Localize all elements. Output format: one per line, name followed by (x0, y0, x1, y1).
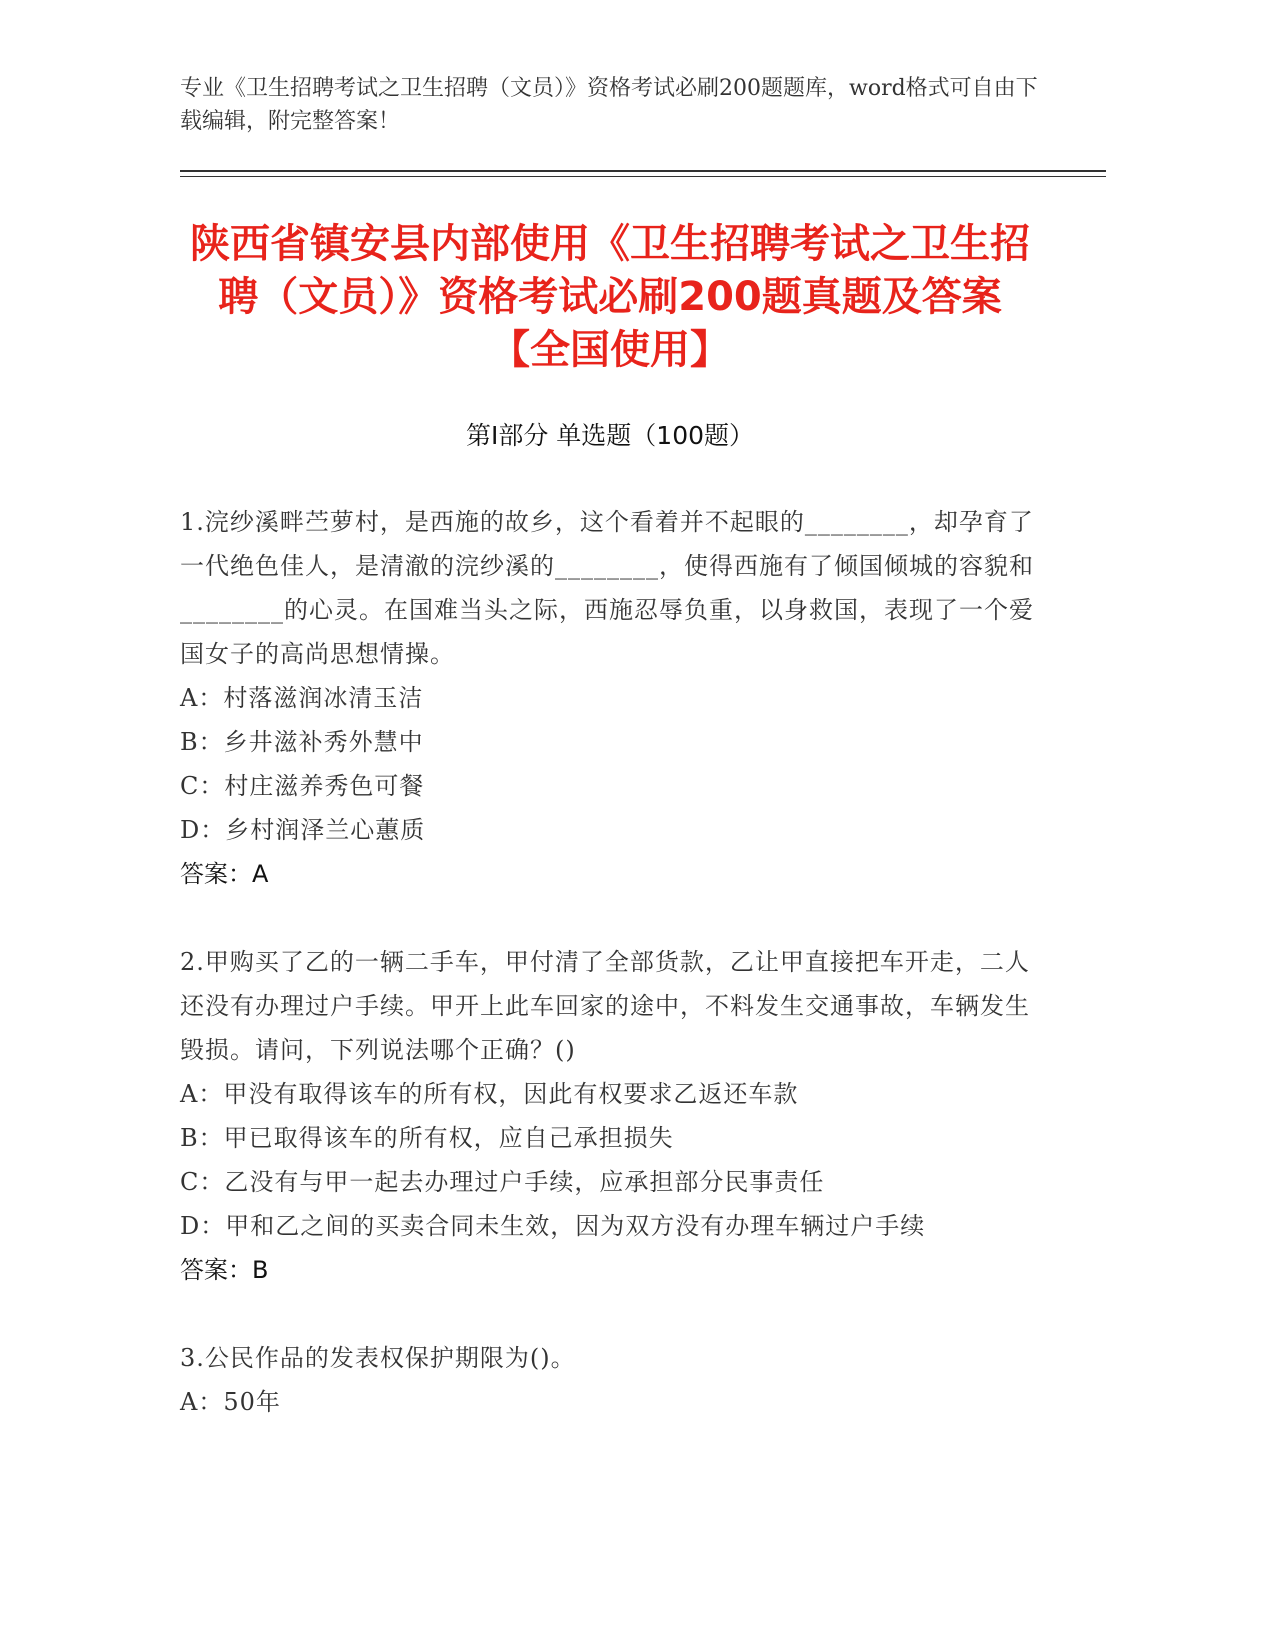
option-c: C：村庄滋养秀色可餐 (180, 772, 425, 800)
option-d: D：甲和乙之间的买卖合同未生效，因为双方没有办理车辆过户手续 (180, 1212, 926, 1240)
question-1 (180, 500, 1040, 896)
header-divider (180, 170, 1106, 172)
header-note: 专业《卫生招聘考试之卫生招聘（文员）》资格考试必刷200题题库，word格式可自由下载编辑，附完整答案！ (180, 76, 1038, 134)
header-divider-thin (180, 176, 1106, 177)
option-b: B：乡井滋补秀外慧中 (180, 728, 424, 756)
answer-line: 答案：B (180, 1256, 269, 1284)
option-c: C：乙没有与甲一起去办理过户手续，应承担部分民事责任 (180, 1168, 825, 1196)
question-list (180, 500, 1040, 1468)
question-stem: 1.浣纱溪畔苎萝村，是西施的故乡，这个看着并不起眼的________，却孕育了一代绝色佳人，是清澈的浣纱溪的________，使得西施有了倾国倾城的容貌和________的心灵。在国难当头之际，西施忍辱负重，以身救国，表现了一个爱国女子的高尚思想情操。 (180, 508, 1034, 668)
option-a: A：村落滋润冰清玉洁 (180, 684, 424, 712)
question-2 (180, 940, 1040, 1292)
option-a: A：甲没有取得该车的所有权，因此有权要求乙返还车款 (180, 1080, 799, 1108)
document-title: 陕西省镇安县内部使用《卫生招聘考试之卫生招聘（文员）》资格考试必刷200题真题及答案【全国使用】 (190, 221, 1030, 373)
section-title: 第I部分 单选题（100题） (465, 421, 755, 450)
question-stem: 2.甲购买了乙的一辆二手车，甲付清了全部货款，乙让甲直接把车开走，二人还没有办理过户手续。甲开上此车回家的途中，不料发生交通事故，车辆发生毁损。请问，下列说法哪个正确？() (180, 948, 1030, 1064)
option-d: D：乡村润泽兰心蕙质 (180, 816, 426, 844)
option-a: A：50年 (180, 1388, 281, 1416)
answer-line: 答案：A (180, 860, 269, 888)
question-stem: 3.公民作品的发表权保护期限为()。 (180, 1344, 576, 1372)
option-b: B：甲已取得该车的所有权，应自己承担损失 (180, 1124, 674, 1152)
question-3 (180, 1336, 1040, 1424)
